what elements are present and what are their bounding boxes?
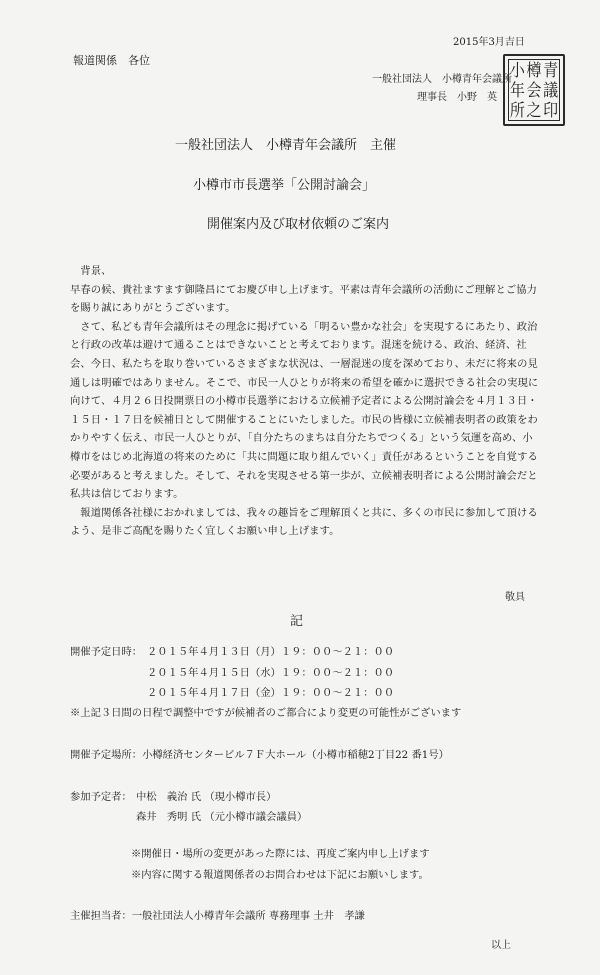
salutation: 背景、 bbox=[80, 265, 112, 277]
issuer-organization: 一般社団法人 小樽青年会議所 bbox=[372, 74, 512, 85]
seal-character: 樽 bbox=[526, 59, 542, 80]
seal-character: 議 bbox=[543, 79, 559, 100]
closing-word: 敬具 bbox=[505, 592, 525, 603]
date-option-3: ２０１５年４月１７日（金）１９：００～２１：００ bbox=[147, 687, 395, 699]
participant-1: 中松 義治 氏 （現小樽市長） bbox=[136, 791, 277, 803]
paragraph-greeting: 早春の候、貴社ますます御隆昌にてお慶び申し上げます。平素は青年会議所の活動にご理解とご協力を賜り誠にありがとうございます。 bbox=[70, 283, 538, 315]
ending-word: 以上 bbox=[491, 940, 511, 951]
seal-character: 年 bbox=[509, 79, 525, 100]
date-option-2: ２０１５年４月１５日（水）１９：００～２１：００ bbox=[147, 667, 395, 679]
paragraph-request: 報道関係各社様におかれましては、我々の趣旨をご理解頂くと共に、多くの市民に参加して頂けるよう、是非ご高配を賜りたく宜しくお願い申し上げます。 bbox=[70, 506, 538, 538]
issuer-chairman: 理事長 小野 英 bbox=[417, 92, 497, 103]
seal-character: 青 bbox=[543, 59, 559, 80]
date-label: 開催予定日時： bbox=[70, 646, 143, 658]
date-option-1: ２０１５年４月１３日（月）１９：００～２１：００ bbox=[147, 646, 395, 658]
seal-character: 会 bbox=[526, 79, 542, 100]
document-date: 2015年3月吉日 bbox=[453, 37, 525, 48]
recipient-line: 報道関係 各位 bbox=[73, 54, 150, 67]
date-note: ※上記３日間の日程で調整中ですが候補者のご都合により変更の可能性がございます bbox=[70, 707, 462, 719]
letter-body bbox=[70, 262, 540, 541]
seal-character: 印 bbox=[543, 99, 559, 120]
note-inquiry: ※内容に関する報道関係者のお問合わせは下記にお願いします。 bbox=[131, 869, 429, 881]
venue-line: 開催予定場所：小樽経済センタービル７Ｆ大ホール（小樽市稲穂2丁目22 番1号） bbox=[70, 749, 449, 761]
ki-heading: 記 bbox=[290, 614, 304, 629]
note-change: ※開催日・場所の変更があった際には、再度ご案内申し上げます bbox=[131, 848, 430, 860]
participant-2: 森井 秀明 氏 （元小樽市議会議員） bbox=[136, 811, 308, 823]
official-seal bbox=[503, 54, 565, 126]
seal-character: 所 bbox=[509, 99, 525, 120]
title-event: 小樽市市長選挙「公開討論会」 bbox=[193, 178, 376, 193]
title-purpose: 開催案内及び取材依頼のご案内 bbox=[207, 217, 390, 232]
participants-label: 参加予定者： bbox=[70, 791, 132, 803]
seal-grid bbox=[508, 59, 560, 121]
seal-character: 小 bbox=[509, 59, 525, 80]
seal-character: 之 bbox=[526, 99, 542, 120]
title-organizer: 一般社団法人 小樽青年会議所 主催 bbox=[175, 138, 397, 153]
paragraph-main: さて、私ども青年会議所はその理念に掲げている「明るい豊かな社会」を実現するにあたり、政治と行政の改革は避けて通ることはできないことと考えております。混迷を続ける、政治、経済、社会、今日、私たちを取り巻いているさまざまな状況は、一層混迷の度を深めており、未だに将来の見通しは明確ではありません。そこで、市民一人ひとりが将来の希望を確かに選択できる社会の実現に向けて、４月２６日投開票日の小樽市長選挙における立候補予定者による公開討論会を４月１３日・１５日・１７日を候補日として開催することにいたしました。市民の皆様に立候補表明者の政策をわかりやすく伝え、市民一人ひとりが、「自分たちのまちは自分たちでつくる」という気運を高め、小樽市をはじめ北海道の将来のために「共に問題に取り組んでいく」責任があるということを自覚する必要があると考えました。そして、それを実現させる第一歩が、立候補表明者による公開討論会だと私共は信じております。 bbox=[70, 320, 539, 501]
contact-person: 主催担当者：一般社団法人小樽青年会議所 専務理事 土井 孝謙 bbox=[70, 910, 365, 922]
